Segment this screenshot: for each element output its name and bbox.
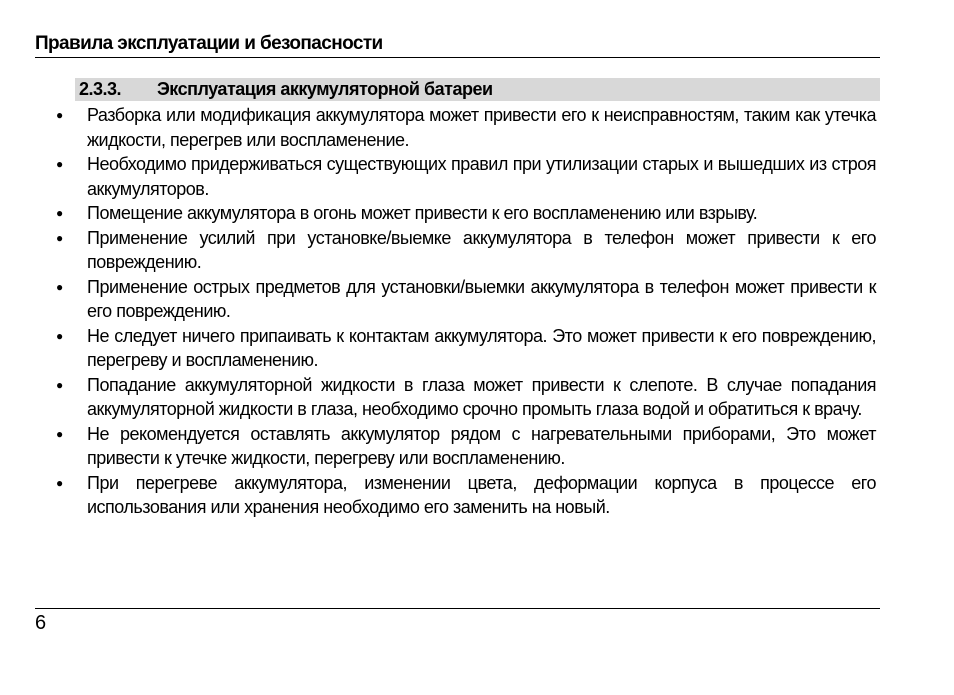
list-item xyxy=(52,275,876,324)
list-item xyxy=(52,152,876,201)
bullet-icon: ● xyxy=(56,475,63,490)
bullet-text: Применение усилий при установке/выемке аккумулятора в телефон может привести к его повреждению. xyxy=(87,227,876,272)
list-item xyxy=(52,373,876,422)
bullet-icon: ● xyxy=(56,279,63,294)
section-heading xyxy=(75,78,880,101)
list-item xyxy=(52,103,876,152)
bullet-icon: ● xyxy=(56,108,63,122)
bullet-text: Не рекомендуется оставлять аккумулятор рядом с нагревательными приборами, Это может привести к утечке жидкости, перегреву или воспламенению. xyxy=(87,423,876,468)
section-number: 2.3.3. xyxy=(79,79,122,99)
list-item xyxy=(52,324,876,373)
bullet-text: Необходимо придерживаться существующих правил при утилизации старых и вышедших из строя аккумуляторов. xyxy=(87,154,876,199)
page-header-title: Правила эксплуатации и безопасности xyxy=(35,33,383,54)
bullet-text: Применение острых предметов для установки/выемки аккумулятора в телефон может привести к его повреждению. xyxy=(87,276,876,321)
bullet-icon: ● xyxy=(56,426,63,441)
bullet-icon: ● xyxy=(56,157,63,171)
list-item xyxy=(52,471,876,520)
bullet-text: Не следует ничего припаивать к контактам аккумулятора. Это может привести к его повреждению, перегреву и воспламенению. xyxy=(87,325,876,370)
page-number: 6 xyxy=(35,612,47,634)
section-title: Эксплуатация аккумуляторной батареи xyxy=(157,79,493,99)
bullet-icon: ● xyxy=(56,328,63,343)
bullet-icon: ● xyxy=(56,206,63,220)
list-item xyxy=(52,422,876,471)
bullet-text: При перегреве аккумулятора, изменении цвета, деформации корпуса в процессе его использования или хранения необходимо его заменить на новый. xyxy=(87,472,876,517)
bullet-list xyxy=(52,103,876,520)
bullet-text: Разборка или модификация аккумулятора может привести его к неисправностям, таким как утечка жидкости, перегрев или воспламенение. xyxy=(87,105,876,150)
list-item xyxy=(52,226,876,275)
bullet-icon: ● xyxy=(56,377,63,392)
page-header xyxy=(35,30,880,58)
bullet-text: Помещение аккумулятора в огонь может привести к его воспламенению или взрыву. xyxy=(87,203,758,223)
page-footer-rule xyxy=(35,608,880,609)
bullet-text: Попадание аккумуляторной жидкости в глаза может привести к слепоте. В случае попадания аккумуляторной жидкости в глаза, необходимо срочно промыть глаза водой и обратиться к врачу. xyxy=(87,374,876,419)
bullet-icon: ● xyxy=(56,230,63,245)
list-item xyxy=(52,201,876,226)
